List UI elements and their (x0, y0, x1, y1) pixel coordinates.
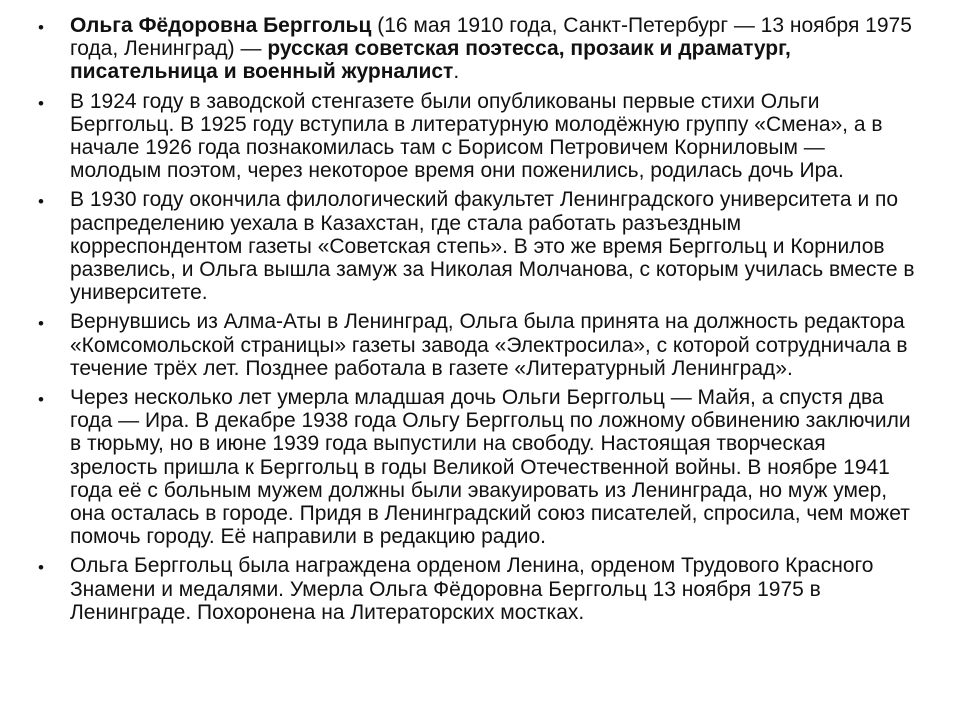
bullet-dot-icon: • (38, 93, 44, 113)
bullet-dot-icon: • (38, 314, 44, 334)
bullet-text: Через несколько лет умерла младшая дочь Ольги Берггольц — Майя, а спустя два года — Ира. В декабре 1938 года Ольгу Берггольц по ложному обвинению заключили в тюрьму, но в июне 1939 года выпустили на свободу. Настоящая творческая зрелость пришла к Берггольц в годы Великой Отечественной войны. В ноябре 1941 года её с больным мужем должны были эвакуировать из Ленинграда, но муж умер, она осталась в городе. Придя в Ленинградский союз писателей, спросила, чем может помочь городу. Её направили в редакцию радио. (70, 386, 911, 549)
intro-dates: (16 мая 1910 года, Санкт-Петербург — 13 ноября 1975 года, Ленинград) — (70, 14, 912, 61)
bullet-dot-icon: • (38, 18, 44, 37)
bullet-dot-icon: • (38, 390, 44, 410)
bullet-text: Ольга Берггольц была награждена орденом Ленина, орденом Трудового Красного Знамени и медалями. Умерла Ольга Фёдоровна Берггольц 13 ноября 1975 в Ленинграде. Похоронена на Литераторских мостках. (70, 554, 874, 624)
bullet-dot-icon: • (38, 558, 44, 578)
bullet-item-awards (38, 554, 918, 624)
bullet-text: Вернувшись из Алма-Аты в Ленинград, Ольга была принята на должность редактора «Комсомольской страницы» газеты завода «Электросила», с которой сотрудничала в течение трёх лет. Позднее работала в газете «Литературный Ленинград». (70, 310, 908, 380)
person-name: Ольга Фёдоровна Берггольц (70, 14, 372, 37)
bullet-list (38, 14, 918, 630)
intro-end: . (453, 60, 460, 84)
bullet-item-1930 (38, 188, 918, 304)
bullet-item-war (38, 386, 918, 548)
bullet-item-1924 (38, 90, 918, 183)
bullet-text: В 1930 году окончила филологический факультет Ленинградского университета и по распределению уехала в Казахстан, где стала работать разъездным корреспондентом газеты «Советская степь». В это же время Берггольц и Корнилов развелись, и Ольга вышла замуж за Николая Молчанова, с которым училась вместе в университете. (70, 188, 915, 305)
bullet-item-intro (38, 14, 918, 84)
person-description: русская советская поэтесса, прозаик и драматург, писательница и военный журналист (70, 37, 791, 84)
bullet-dot-icon: • (38, 192, 44, 212)
bullet-item-leningrad (38, 310, 918, 380)
bullet-text: В 1924 году в заводской стенгазете были опубликованы первые стихи Ольги Берггольц. В 1925 году вступила в литературную молодёжную группу «Смена», а в начале 1926 года познакомилась там с Борисом Петровичем Корниловым — молодым поэтом, через некоторое время они поженились, родилась дочь Ира. (70, 89, 883, 183)
